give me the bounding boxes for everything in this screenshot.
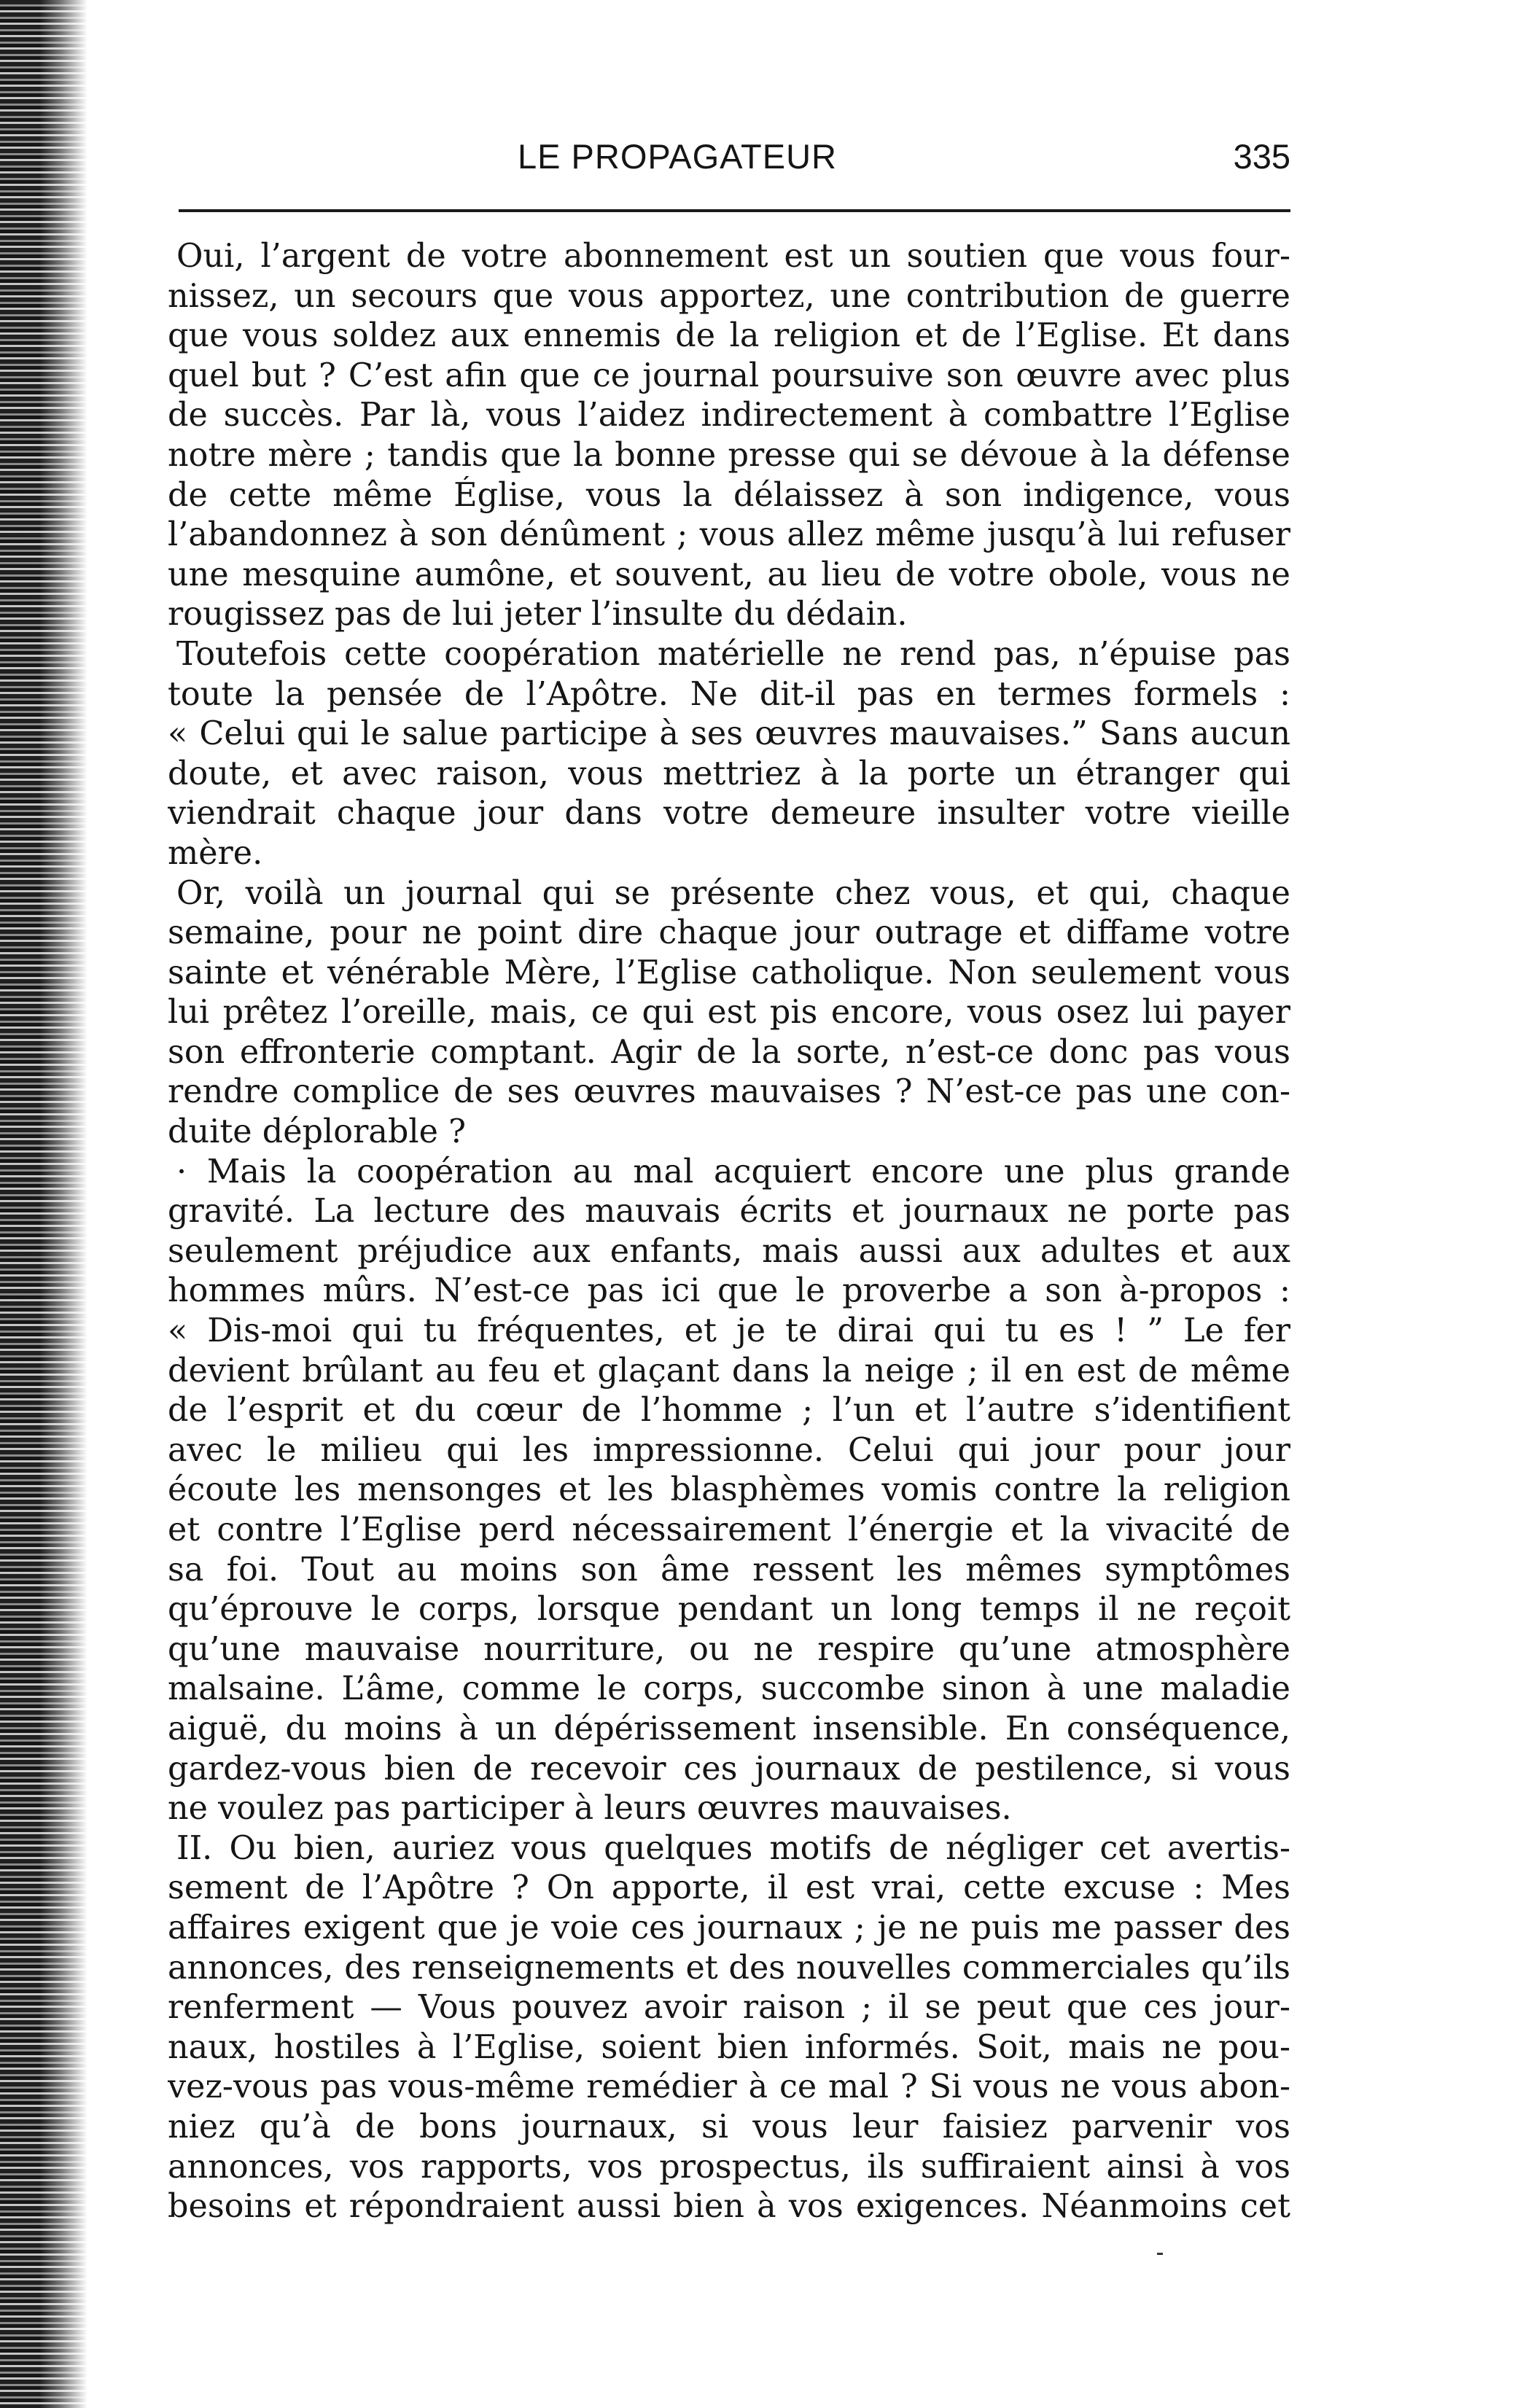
- text-line: doute, et avec raison, vous mettriez à la porte un étranger qui: [168, 755, 1290, 792]
- text-line: besoins et répondraient aussi bien à vos exigences. Néanmoins cet: [168, 2188, 1290, 2226]
- text-line: semaine, pour ne point dire chaque jour outrage et diffame votre: [168, 914, 1290, 952]
- running-head: [164, 128, 1290, 186]
- text-line: une mesquine aumône, et souvent, au lieu de votre obole, vous ne: [168, 556, 1290, 593]
- text-line: Oui, l’argent de votre abonnement est un soutien que vous four-: [176, 238, 1290, 275]
- text-line: devient brûlant au feu et glaçant dans la neige ; il en est de même: [168, 1352, 1290, 1390]
- text-line: viendrait chaque jour dans votre demeure insulter votre vieille: [168, 795, 1290, 833]
- text-line: écoute les mensonges et les blasphèmes vomis contre la religion: [168, 1471, 1290, 1509]
- body-text: [168, 237, 1290, 2227]
- text-line: sainte et vénérable Mère, l’Eglise catholique. Non seulement vous: [168, 954, 1290, 991]
- page-number: 335: [1233, 137, 1290, 176]
- text-line: qu’une mauvaise nourriture, ou ne respire qu’une atmosphère: [168, 1630, 1290, 1668]
- text-line: naux, hostiles à l’Eglise, soient bien informés. Soit, mais ne pou-: [168, 2028, 1290, 2066]
- text-line: son effronterie comptant. Agir de la sorte, n’est-ce donc pas vous: [168, 1033, 1290, 1071]
- text-line: malsaine. L’âme, comme le corps, succombe sinon à une maladie: [168, 1670, 1290, 1708]
- text-line: qu’éprouve le corps, lorsque pendant un long temps il ne reçoit: [168, 1591, 1290, 1629]
- running-title: LE PROPAGATEUR: [518, 137, 837, 176]
- text-line: affaires exigent que je voie ces journaux ; je ne puis me passer des: [168, 1909, 1290, 1947]
- text-line: II. Ou bien, auriez vous quelques motifs de négliger cet avertis-: [176, 1829, 1290, 1867]
- text-line: gravité. La lecture des mauvais écrits et journaux ne porte pas: [168, 1193, 1290, 1231]
- stray-mark: [1157, 2253, 1163, 2255]
- text-line: annonces, des renseignements et des nouvelles commerciales qu’ils: [168, 1949, 1290, 1987]
- text-line: · Mais la coopération au mal acquiert encore une plus grande: [176, 1153, 1290, 1191]
- text-line: Toutefois cette coopération matérielle ne rend pas, n’épuise pas: [176, 635, 1290, 673]
- text-line: rendre complice de ses œuvres mauvaises ? N’est-ce pas une con-: [168, 1073, 1290, 1111]
- text-line: gardez-vous bien de recevoir ces journaux de pestilence, si vous: [168, 1750, 1290, 1788]
- text-line: sa foi. Tout au moins son âme ressent les mêmes symptômes: [168, 1551, 1290, 1589]
- text-line: « Celui qui le salue participe à ses œuvres mauvaises.” Sans aucun: [168, 715, 1290, 753]
- binding-edge-shadow: [0, 0, 87, 2408]
- text-line: l’abandonnez à son dénûment ; vous allez même jusqu’à lui refuser: [168, 516, 1290, 554]
- text-line: duite déplorable ?: [168, 1113, 466, 1151]
- text-line: quel but ? C’est afin que ce journal poursuive son œuvre avec plus: [168, 356, 1290, 394]
- text-line: lui prêtez l’oreille, mais, ce qui est pis encore, vous osez lui payer: [168, 994, 1290, 1032]
- text-line: renferment — Vous pouvez avoir raison ; il se peut que ces jour-: [168, 1989, 1290, 2027]
- text-line: toute la pensée de l’Apôtre. Ne dit-il pas en termes formels :: [168, 675, 1290, 713]
- text-line: « Dis-moi qui tu fréquentes, et je te dirai qui tu es ! ” Le fer: [168, 1312, 1290, 1350]
- text-line: rougissez pas de lui jeter l’insulte du dédain.: [168, 596, 908, 634]
- text-line: Or, voilà un journal qui se présente chez vous, et qui, chaque: [176, 874, 1290, 912]
- text-line: annonces, vos rapports, vos prospectus, ils suffiraient ainsi à vos: [168, 2148, 1290, 2186]
- text-line: vez-vous pas vous-même remédier à ce mal ? Si vous ne vous abon-: [168, 2068, 1290, 2106]
- text-line: nissez, un secours que vous apportez, une contribution de guerre: [168, 277, 1290, 315]
- header-rule: [179, 209, 1290, 212]
- text-line: avec le milieu qui les impressionne. Celui qui jour pour jour: [168, 1431, 1290, 1469]
- text-line: sement de l’Apôtre ? On apporte, il est vrai, cette excuse : Mes: [168, 1869, 1290, 1907]
- text-line: de l’esprit et du cœur de l’homme ; l’un et l’autre s’identifient: [168, 1392, 1290, 1430]
- text-line: ne voulez pas participer à leurs œuvres mauvaises.: [168, 1790, 1012, 1828]
- text-line: et contre l’Eglise perd nécessairement l’énergie et la vivacité de: [168, 1511, 1290, 1548]
- text-line: mère.: [168, 834, 263, 872]
- text-line: que vous soldez aux ennemis de la religion et de l’Eglise. Et dans: [168, 317, 1290, 355]
- text-line: niez qu’à de bons journaux, si vous leur faisiez parvenir vos: [168, 2108, 1290, 2146]
- text-line: aiguë, du moins à un dépérissement insensible. En conséquence,: [168, 1710, 1290, 1747]
- text-line: notre mère ; tandis que la bonne presse qui se dévoue à la défense: [168, 436, 1290, 474]
- text-line: de succès. Par là, vous l’aidez indirectement à combattre l’Eglise: [168, 397, 1290, 435]
- text-line: de cette même Église, vous la délaissez à son indigence, vous: [168, 476, 1290, 514]
- text-line: hommes mûrs. N’est-ce pas ici que le proverbe a son à-propos :: [168, 1272, 1290, 1310]
- text-line: seulement préjudice aux enfants, mais aussi aux adultes et aux: [168, 1232, 1290, 1270]
